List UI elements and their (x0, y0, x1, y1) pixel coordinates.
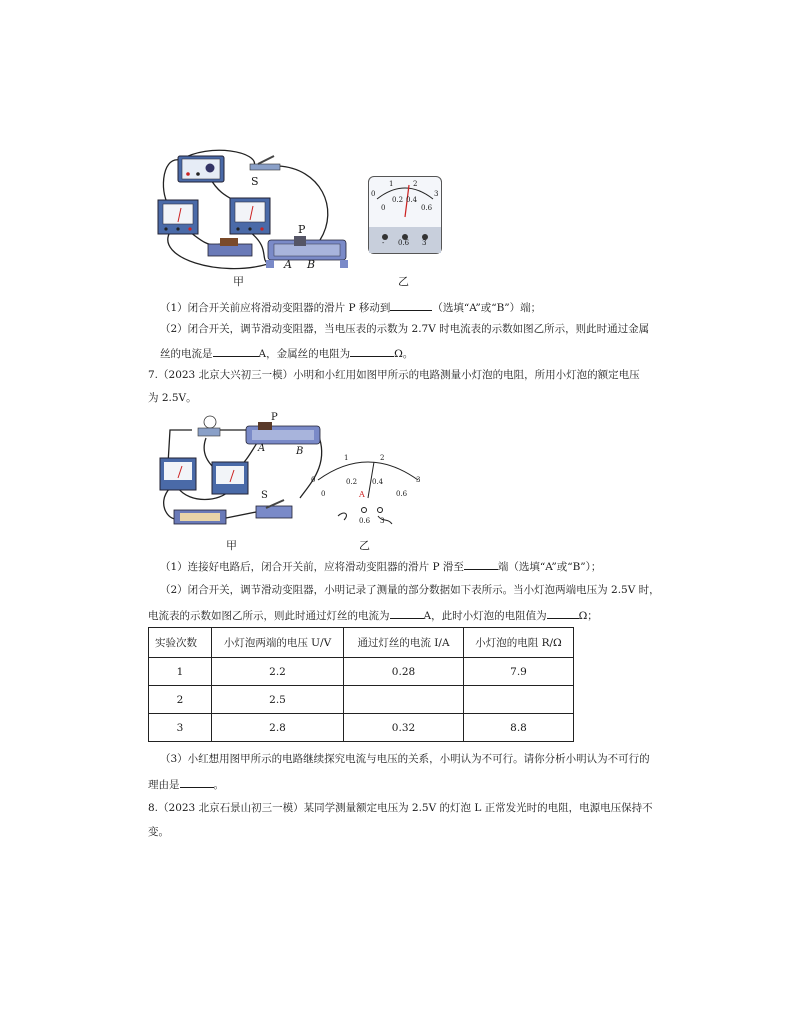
q6-resistance-blank[interactable] (350, 345, 394, 357)
fig2-slider-label: P (271, 412, 278, 423)
fig2-dial-sub-0: 0 (321, 490, 326, 498)
fig2-dial-sub-3: 0.6 (396, 490, 408, 498)
fig2-dial-sub-2: 0.4 (372, 478, 384, 486)
q7-data-table (148, 627, 574, 742)
q8-stem-line2: 变。 (148, 826, 169, 838)
q6-current-blank[interactable] (213, 345, 259, 357)
fig1-dial-tick-3: 3 (434, 190, 439, 198)
q7-part1-text-b: 端（选填“A”或“B”）； (497, 561, 602, 573)
fig2-dial-tick-0: 0 (311, 476, 316, 484)
fig1-terminal-06: 0.6 (398, 239, 410, 247)
fig1-dial-sub-3: 0.6 (421, 204, 433, 212)
fig1-dial-tick-0: 0 (371, 190, 376, 198)
q7-part2-text-b: A，此时小灯泡的电阻值为 (423, 610, 547, 622)
table-header-cell: 实验次数 (149, 628, 212, 658)
table-row (149, 658, 574, 686)
q7-part3-line1: （3）小红想用图甲所示的电路继续探究电流与电压的关系，小明认为不可行。请你分析小明认为不可行的 (160, 753, 650, 765)
q6-part2-text-a: 丝的电流是 (160, 348, 213, 360)
q6-part1-end: （选填“A”或“B”）端； (432, 302, 542, 314)
table-cell: 2 (149, 686, 212, 714)
fig2-terminal-06: 0.6 (359, 517, 371, 525)
fig2-dial-sub-1: 0.2 (346, 478, 358, 486)
q6-part2-text-b: A，金属丝的电阻为 (258, 348, 351, 360)
figure2-circuit-diagram (150, 414, 330, 530)
table-cell: 1 (149, 658, 212, 686)
q6-part1-text: （1）闭合开关前应将滑动变阻器的滑片 P 移动到 (160, 302, 391, 314)
fig1-slider-label: P (298, 223, 306, 236)
fig2-switch-label: S (261, 490, 268, 501)
fig2-dial-tick-3: 3 (416, 476, 421, 484)
table-cell: 0.28 (344, 658, 464, 686)
q7-part1-text-a: （1）连接好电路后，闭合开关前，应将滑动变阻器的滑片 P 滑至 (160, 561, 464, 573)
fig2-dial-tick-2: 2 (380, 454, 385, 462)
table-cell-empty[interactable] (344, 686, 464, 714)
fig1-dial-sub-0: 0 (381, 204, 386, 212)
q6-part1-line (160, 299, 541, 315)
q7-part1-blank[interactable] (464, 558, 498, 570)
q7-part3-text-a: 理由是 (148, 779, 180, 791)
table-cell: 2.5 (212, 686, 344, 714)
q7-part3-text-b: 。 (213, 779, 224, 791)
table-header-row (149, 628, 574, 658)
fig2-terminal-3: 3 (380, 517, 385, 525)
table-cell: 7.9 (464, 658, 574, 686)
fig2-needle-label: A (359, 490, 365, 499)
table-header-cell: 小灯泡两端的电压 U/V (212, 628, 344, 658)
q7-part3-line2 (148, 776, 224, 792)
table-cell: 8.8 (464, 714, 574, 742)
table-header-cell: 小灯泡的电阻 R/Ω (464, 628, 574, 658)
fig1-caption-yi: 乙 (398, 275, 409, 288)
fig1-switch-label: S (251, 175, 259, 188)
fig1-dial-sub-1: 0.2 (392, 196, 404, 204)
table-header-cell: 通过灯丝的电流 I/A (344, 628, 464, 658)
table-cell-empty[interactable] (464, 686, 574, 714)
fig1-terminal-3: 3 (422, 239, 427, 247)
q6-part1-blank[interactable] (390, 299, 432, 311)
q7-stem-line1: 7.（2023 北京大兴初三一模）小明和小红用如图甲所示的电路测量小灯泡的电阻，所用小灯泡的额定电压 (148, 369, 640, 381)
table-row (149, 686, 574, 714)
table-cell: 2.8 (212, 714, 344, 742)
q7-part1-line (160, 558, 601, 574)
table-cell: 2.2 (212, 658, 344, 686)
q6-part2-line2 (160, 345, 413, 361)
q7-part2-text-c: Ω； (578, 610, 598, 622)
q7-part2-text-a: 电流表的示数如图乙所示，则此时通过灯丝的电流为 (148, 610, 390, 622)
q8-stem-line1: 8.（2023 北京石景山初三一模）某同学测量额定电压为 2.5V 的灯泡 L 正常发光时的电阻，电源电压保持不 (148, 802, 653, 814)
q7-stem-line2: 为 2.5V。 (148, 392, 197, 404)
q7-resistance-blank[interactable] (547, 607, 579, 619)
fig2-caption-jia: 甲 (226, 539, 237, 552)
fig2-end-b-label: B (296, 446, 304, 457)
q7-reason-blank[interactable] (180, 776, 214, 788)
table-cell: 0.32 (344, 714, 464, 742)
fig1-dial-tick-1: 1 (389, 180, 394, 188)
fig1-terminal-neg: - (382, 239, 385, 247)
q6-part2-line1: （2）闭合开关，调节滑动变阻器，当电压表的示数为 2.7V 时电流表的示数如图乙所示，则此时通过金属 (160, 323, 650, 335)
fig2-dial-tick-1: 1 (344, 454, 349, 462)
fig1-dial-sub-2: 0.4 (406, 196, 418, 204)
table-cell: 3 (149, 714, 212, 742)
q7-part2-line1: （2）闭合开关，调节滑动变阻器，小明记录了测量的部分数据如下表所示。当小灯泡两端电压为 2.5V 时， (160, 584, 660, 596)
q7-current-blank[interactable] (390, 607, 424, 619)
q7-part2-line2 (148, 607, 598, 623)
fig1-end-b-label: B (307, 258, 316, 271)
table-row (149, 714, 574, 742)
fig1-end-a-label: A (284, 258, 292, 271)
fig1-caption-jia: 甲 (233, 275, 244, 288)
q6-part2-text-c: Ω。 (394, 348, 414, 360)
fig2-caption-yi: 乙 (359, 539, 370, 552)
figure1-circuit-diagram (150, 148, 350, 276)
fig2-end-a-label: A (258, 443, 266, 454)
fig1-dial-tick-2: 2 (413, 180, 418, 188)
